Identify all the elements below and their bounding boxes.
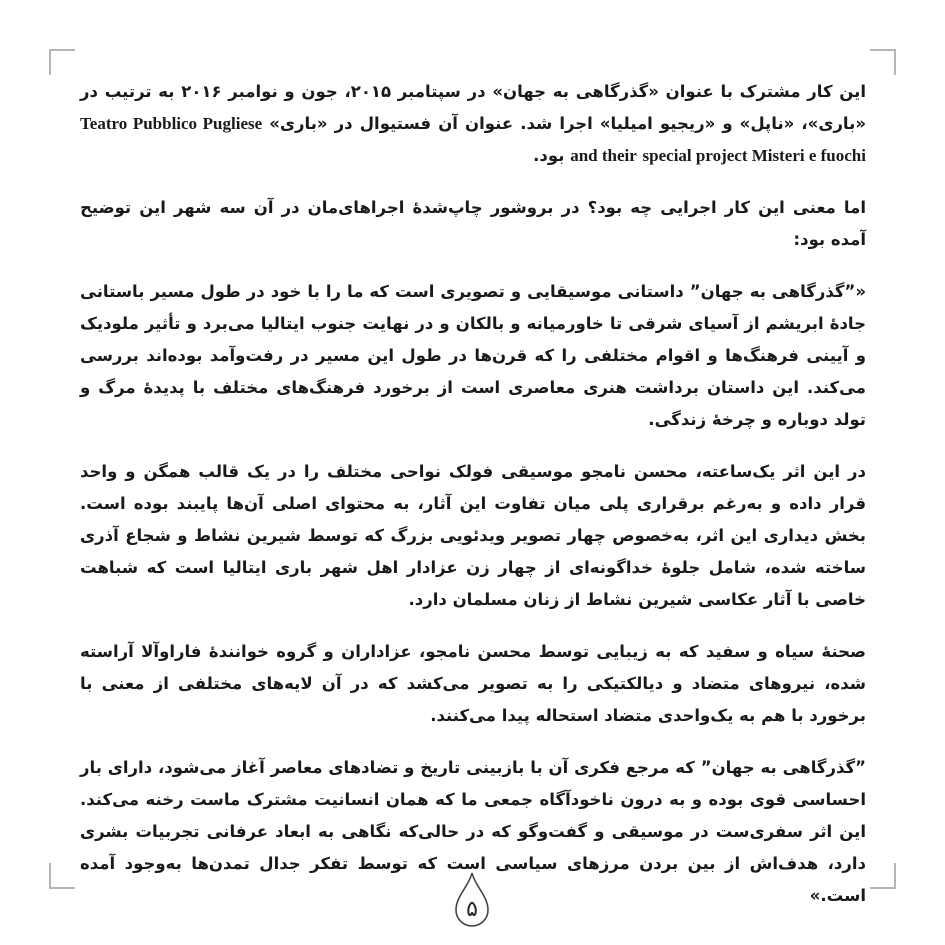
paragraph-1-text: این کار مشترک با عنوان «گذرگاهی به جهان» در سپتامبر ۲۰۱۵، جون و نوامبر ۲۰۱۶ به ترتیب در «باری»، «ناپل» و «ریجیو امیلیا» اجرا شد. عنوان آن فستیوال در «باری» bbox=[80, 82, 866, 133]
frame-corner-bottom-left bbox=[49, 863, 75, 889]
frame-corner-top-right bbox=[870, 49, 896, 75]
latin-title-part-2: special project Misteri e fuochi bbox=[642, 146, 866, 165]
latin-title-part-1: Teatro Pubblico Pugliese and their bbox=[80, 114, 637, 165]
article-body bbox=[80, 76, 866, 932]
paragraph-4: در این اثر یک‌ساعته، محسن نامجو موسیقی فولک نواحی مختلف را در یک قالب همگن و واحد قرار داده و به‌رغم برقراری پلی میان تفاوت این آثار، به محتوای اصلی آن‌ها پایبند بوده است. بخش دیداری این اثر، به‌خصوص چهار تصویر ویدئویی بزرگ که توسط شیرین نشاط و شجاع آذری ساخته شده، شامل جلوهٔ خداگونه‌ای از چهار زن عزادار اهل شهر باری ایتالیا است که شباهت خاصی با آثار عکاسی شیرین نشاط از زنان مسلمان دارد. bbox=[80, 462, 866, 609]
paragraph-2: اما معنی این کار اجرایی چه بود؟ در بروشور چاپ‌شدهٔ اجراهای‌مان در آن سه شهر این توضیح آمده بود: bbox=[80, 198, 866, 249]
paragraph-3-quote: «”گذرگاهی به جهان” داستانی موسیقایی و تصویری است که ما را با خود در طول مسیر باستانی جادهٔ ابریشم از آسیای شرقی تا خاورمیانه و بالکان و در نهایت جنوب ایتالیا می‌برد و تأثیر ملودیک و آیینی فرهنگ‌ها و اقوام مختلفی را که قرن‌ها در طول این مسیر در رفت‌وآمد بوده‌اند بررسی می‌کند. این داستان برداشت هنری معاصری است از برخورد فرهنگ‌های مختلف با پدیدهٔ مرگ و تولد دوباره و چرخهٔ زندگی. bbox=[80, 282, 866, 429]
frame-corner-bottom-right bbox=[870, 863, 896, 889]
page-number: ۵ bbox=[466, 897, 478, 922]
frame-corner-top-left bbox=[49, 49, 75, 75]
paragraph-1 bbox=[80, 76, 866, 172]
paragraph-1-end: بود. bbox=[533, 146, 565, 165]
page-number-badge bbox=[452, 870, 492, 932]
paragraph-6: ”گذرگاهی به جهان” که مرجع فکری آن با بازبینی تاریخ و تضادهای معاصر آغاز می‌شود، دارای بار احساسی قوی بوده و به درون ناخودآگاه جمعی ما که همان انسانیت مشترک ماست رخنه می‌کند. این اثر سفری‌ست در موسیقی و گفت‌وگو که در حالی‌که نگاهی به ابعاد عرفانی تجربیات بشری دارد، هدف‌اش از بین بردن مرزهای سیاسی است که توسط تفکر جدال تمدن‌ها به‌وجود آمده است.» bbox=[80, 758, 866, 905]
paragraph-5: صحنهٔ سیاه و سفید که به زیبایی توسط محسن نامجو، عزاداران و گروه خوانندهٔ فاراوآلا آراسته شده، نیروهای متضاد و دیالکتیکی را به تصویر می‌کشد که در آن لایه‌های مختلفی از معنی با برخورد با هم به یک‌واحدی متضاد استحاله پیدا می‌کنند. bbox=[80, 642, 866, 725]
